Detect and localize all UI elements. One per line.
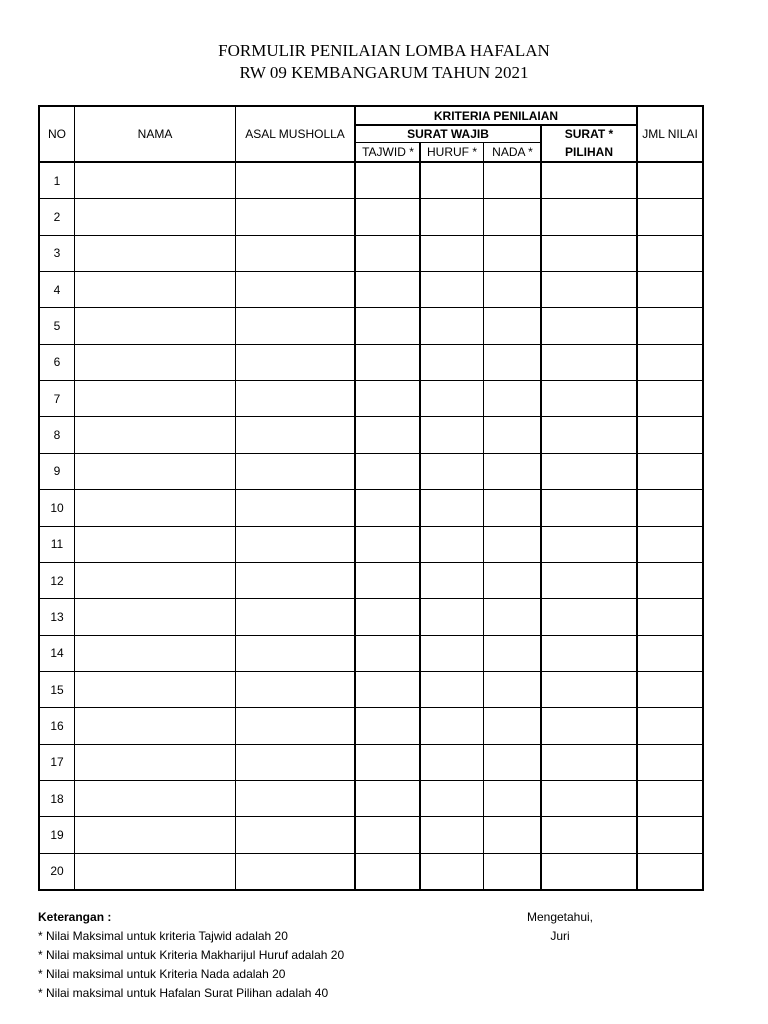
row-separator bbox=[40, 562, 702, 563]
form-subtitle: RW 09 KEMBANGARUM TAHUN 2021 bbox=[239, 63, 529, 82]
form-title: FORMULIR PENILAIAN LOMBA HAFALAN bbox=[218, 41, 550, 60]
header-surat-wajib: SURAT WAJIB bbox=[407, 126, 489, 141]
row-separator bbox=[40, 271, 702, 272]
row-number: 9 bbox=[53, 464, 61, 479]
row-number: 2 bbox=[53, 210, 61, 225]
row-number: 4 bbox=[53, 282, 61, 297]
col-divider-tajwid bbox=[419, 142, 421, 889]
header-asal-musholla: ASAL MUSHOLLA bbox=[245, 127, 345, 141]
row-number: 10 bbox=[50, 500, 64, 515]
header-tajwid: TAJWID * bbox=[362, 145, 414, 159]
row-number: 14 bbox=[50, 646, 64, 661]
row-separator bbox=[40, 453, 702, 454]
header-nama: NAMA bbox=[137, 127, 173, 141]
row-number: 17 bbox=[50, 755, 64, 770]
row-separator bbox=[40, 853, 702, 854]
row-number: 15 bbox=[50, 682, 64, 697]
row-number: 16 bbox=[50, 718, 64, 733]
row-separator bbox=[40, 489, 702, 490]
row-number: 19 bbox=[50, 827, 64, 842]
row-number: 11 bbox=[50, 537, 64, 552]
signature-mengetahui: Mengetahui, bbox=[526, 910, 594, 924]
header-huruf: HURUF * bbox=[427, 145, 477, 159]
row-separator bbox=[40, 198, 702, 199]
col-divider-huruf bbox=[483, 142, 484, 889]
note-item: * Nilai Maksimal untuk kriteria Tajwid adalah 20 bbox=[38, 929, 288, 943]
row-number: 12 bbox=[50, 573, 64, 588]
row-separator bbox=[40, 344, 702, 345]
signature-juri: Juri bbox=[550, 929, 570, 943]
row-number: 18 bbox=[50, 791, 64, 806]
note-item: * Nilai maksimal untuk Hafalan Surat Pilihan adalah 40 bbox=[38, 986, 329, 1000]
col-divider-no bbox=[74, 107, 75, 889]
row-separator bbox=[40, 744, 702, 745]
row-separator bbox=[40, 526, 702, 527]
header-jml-nilai: JML NILAI bbox=[642, 127, 698, 141]
row-number: 3 bbox=[53, 246, 61, 261]
row-separator bbox=[40, 671, 702, 672]
row-separator bbox=[40, 780, 702, 781]
row-separator bbox=[40, 380, 702, 381]
row-number: 7 bbox=[53, 391, 61, 406]
row-separator bbox=[40, 598, 702, 599]
header-surat-pilihan-line1: SURAT * bbox=[564, 126, 614, 141]
row-separator bbox=[40, 235, 702, 236]
notes-section bbox=[38, 908, 344, 1003]
col-divider-nada bbox=[540, 124, 542, 889]
assessment-table bbox=[38, 105, 704, 891]
row-separator bbox=[40, 635, 702, 636]
note-item: * Nilai maksimal untuk Kriteria Makharijul Huruf adalah 20 bbox=[38, 948, 345, 962]
row-number: 5 bbox=[53, 319, 61, 334]
row-number: 8 bbox=[53, 428, 61, 443]
col-divider-asal bbox=[354, 107, 356, 889]
note-item: * Nilai maksimal untuk Kriteria Nada adalah 20 bbox=[38, 967, 286, 981]
header-kriteria-penilaian: KRITERIA PENILAIAN bbox=[433, 108, 559, 123]
row-separator bbox=[40, 707, 702, 708]
row-separator bbox=[40, 307, 702, 308]
notes-heading: Keterangan : bbox=[38, 910, 112, 924]
row-number: 13 bbox=[50, 609, 64, 624]
header-no: NO bbox=[48, 127, 66, 141]
row-number: 6 bbox=[53, 355, 61, 370]
col-divider-nama bbox=[235, 107, 236, 889]
col-divider-pilihan bbox=[636, 107, 638, 889]
row-number: 1 bbox=[53, 173, 61, 188]
row-separator bbox=[40, 416, 702, 417]
row-number: 20 bbox=[50, 864, 64, 879]
header-surat-pilihan-line2: PILIHAN bbox=[565, 145, 613, 159]
row-separator bbox=[40, 161, 702, 163]
header-nada: NADA * bbox=[492, 145, 533, 159]
row-separator bbox=[40, 816, 702, 817]
